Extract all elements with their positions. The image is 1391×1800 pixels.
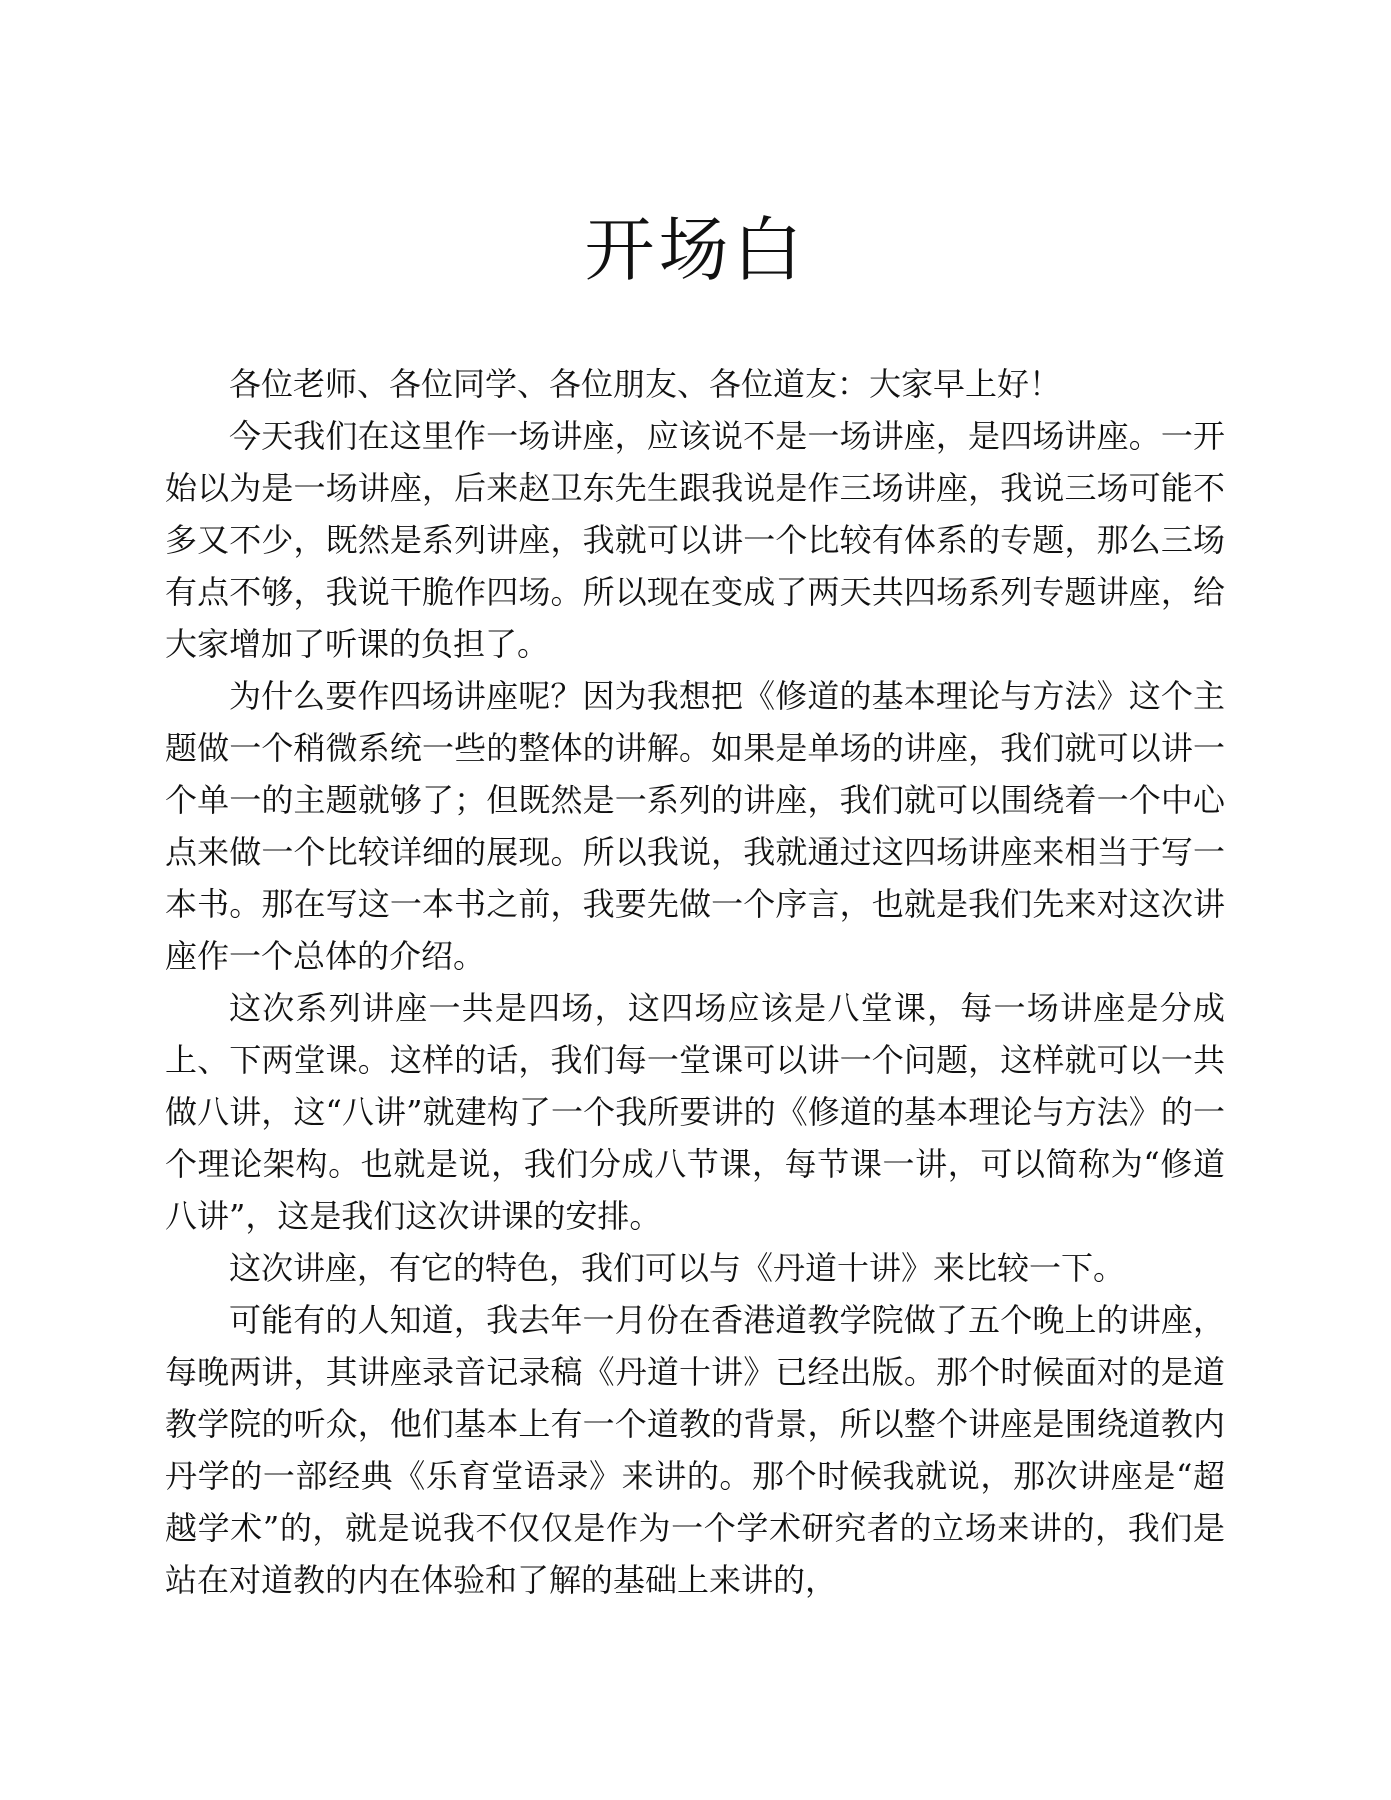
page-title: 开场白 bbox=[584, 209, 807, 291]
paragraph-lecture-count: 今天我们在这里作一场讲座，应该说不是一场讲座，是四场讲座。一开始以为是一场讲座，后来赵卫东先生跟我说是作三场讲座，我说三场可能不多又不少，既然是系列讲座，我就可以讲一个比较有体系的专题，那么三场有点不够，我说干脆作四场。所以现在变成了两天共四场系列专题讲座，给大家增加了听课的负担了。 bbox=[165, 417, 1225, 663]
paragraph-previous-lecture: 可能有的人知道，我去年一月份在香港道教学院做了五个晚上的讲座，每晚两讲，其讲座录音记录稿《丹道十讲》已经出版。那个时候面对的是道教学院的听众，他们基本上有一个道教的背景，所以整个讲座是围绕道教内丹学的一部经典《乐育堂语录》来讲的。那个时候我就说，那次讲座是“超越学术”的，就是说我不仅仅是作为一个学术研究者的立场来讲的，我们是站在对道教的内在体验和了解的基础上来讲的， bbox=[165, 1301, 1225, 1599]
paragraph-features: 这次讲座，有它的特色，我们可以与《丹道十讲》来比较一下。 bbox=[229, 1249, 1126, 1287]
paragraph-eight-lessons: 这次系列讲座一共是四场，这四场应该是八堂课，每一场讲座是分成上、下两堂课。这样的话，我们每一堂课可以讲一个问题，这样就可以一共做八讲，这“八讲”就建构了一个我所要讲的《修道的基本理论与方法》的一个理论架构。也就是说，我们分成八节课，每节课一讲，可以简称为“修道八讲”，这是我们这次讲课的安排。 bbox=[165, 989, 1225, 1235]
paragraph-greeting: 各位老师、各位同学、各位朋友、各位道友：大家早上好！ bbox=[229, 365, 1062, 403]
body-text bbox=[165, 358, 1225, 1606]
paragraph-why-four-lectures: 为什么要作四场讲座呢？因为我想把《修道的基本理论与方法》这个主题做一个稍微系统一些的整体的讲解。如果是单场的讲座，我们就可以讲一个单一的主题就够了；但既然是一系列的讲座，我们就可以围绕着一个中心点来做一个比较详细的展现。所以我说，我就通过这四场讲座来相当于写一本书。那在写这一本书之前，我要先做一个序言，也就是我们先来对这次讲座作一个总体的介绍。 bbox=[165, 677, 1225, 975]
